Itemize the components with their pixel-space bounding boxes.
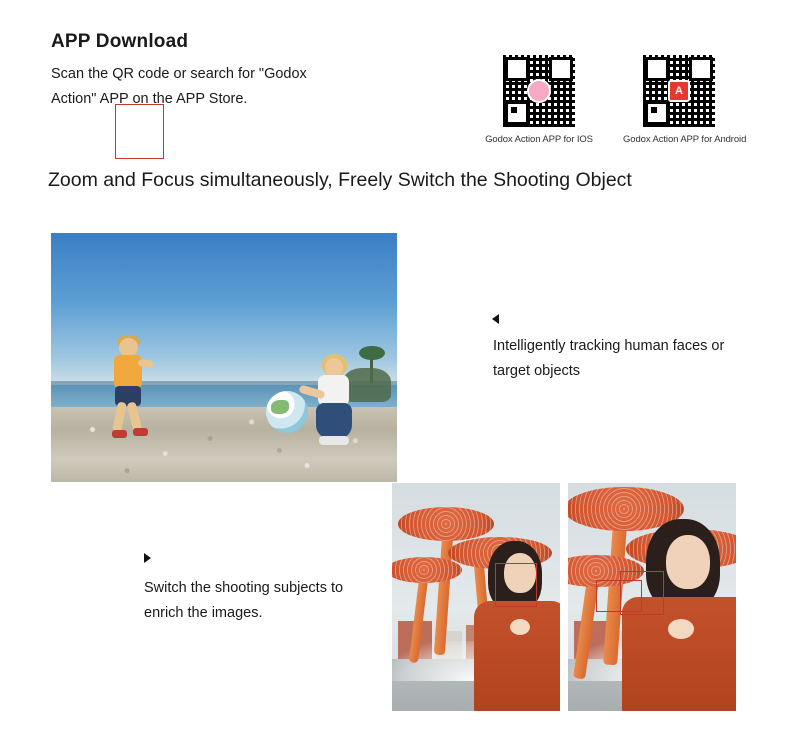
child-subject <box>106 338 154 446</box>
qr-finder-icon <box>505 101 529 125</box>
qr-code-icon-android <box>643 55 715 127</box>
qr-finder-icon <box>645 101 669 125</box>
qr-block-ios <box>483 55 595 145</box>
qr-caption-ios: Godox Action APP for IOS <box>485 134 593 145</box>
qr-center-logo-android: A <box>668 80 690 102</box>
qr-caption-android: Godox Action APP for Android <box>623 134 747 145</box>
arrow-left-icon <box>492 314 499 324</box>
qr-code-icon-ios <box>503 55 575 127</box>
model-subject <box>620 519 736 711</box>
page-title: APP Download <box>51 31 189 52</box>
app-download-description: Scan the QR code or search for "Godox Action" APP on the APP Store. <box>51 66 307 107</box>
section-heading: Zoom and Focus simultaneously, Freely Switch the Shooting Object <box>48 169 632 191</box>
object-tracking-box <box>620 571 664 615</box>
sculpture-canopy <box>398 507 494 541</box>
tracking-caption: Intelligently tracking human faces or target objects <box>493 338 725 379</box>
face-tracking-box <box>495 563 537 607</box>
switching-caption: Switch the shooting subjects to enrich the images. <box>144 580 344 621</box>
qr-center-logo-ios <box>527 79 551 103</box>
arrow-right-icon <box>144 553 151 563</box>
face-tracking-box <box>115 104 164 159</box>
qr-block-android <box>623 55 747 145</box>
beach-photo <box>51 233 397 482</box>
adult-subject <box>301 358 365 456</box>
